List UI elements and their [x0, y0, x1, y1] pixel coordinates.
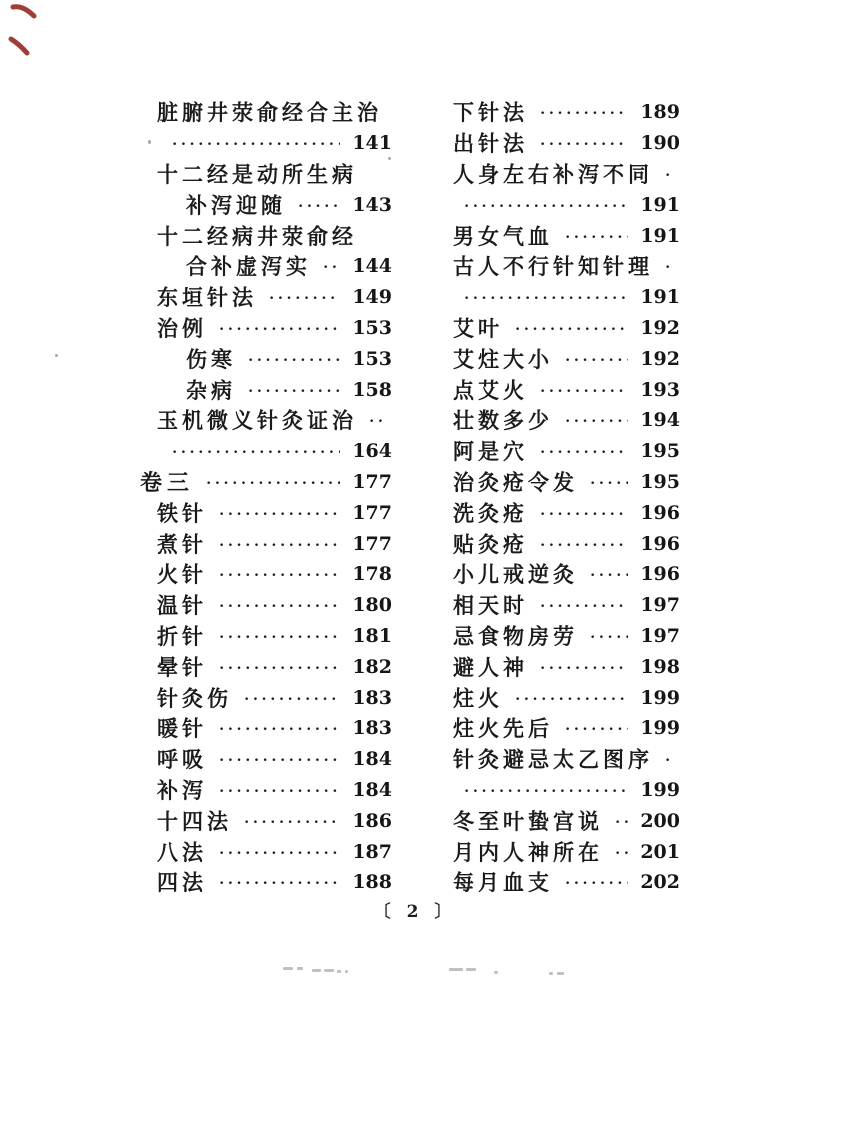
toc-entry-title: 合补虚泻实	[186, 255, 311, 280]
toc-entry-page: 199	[640, 686, 680, 709]
toc-entry-title: 治例	[157, 316, 207, 342]
toc-entry-title: 出针法	[453, 131, 528, 157]
dot-leader	[615, 817, 628, 831]
toc-entry	[140, 251, 392, 282]
dot-leader	[248, 386, 340, 400]
dot-leader	[540, 509, 628, 523]
toc-entry-title: 治灸疮令发	[453, 470, 578, 496]
toc-entry-title: 十四法	[157, 809, 232, 834]
toc-entry	[140, 621, 392, 652]
toc-entry-page: 196	[640, 563, 680, 586]
toc-entry	[140, 744, 392, 775]
toc-entry-page: 143	[352, 193, 392, 216]
toc-entry-title: 补泻迎随	[186, 193, 286, 219]
toc-entry-title: 杂病	[186, 378, 236, 403]
toc-entry-title: 阿是穴	[453, 439, 528, 465]
toc-entry	[452, 867, 680, 898]
dot-leader	[219, 663, 340, 677]
toc-entry-page: 158	[352, 378, 392, 401]
toc-entry	[452, 744, 680, 775]
toc-entry-title: 艾叶	[453, 316, 503, 342]
toc-entry-title: 洗灸疮	[453, 501, 528, 527]
toc-entry	[452, 97, 680, 128]
toc-entry	[452, 220, 680, 251]
dot-leader	[323, 262, 340, 276]
toc-entry-page: 189	[640, 101, 680, 124]
dot-leader	[206, 478, 340, 492]
dot-leader	[298, 201, 340, 215]
toc-entry-page: 191	[640, 193, 680, 216]
toc-entry	[452, 159, 680, 190]
toc-entry-page: 181	[352, 624, 392, 647]
toc-entry-page: 184	[352, 748, 392, 771]
toc-entry	[140, 805, 392, 836]
scan-artifact	[557, 972, 564, 975]
toc-entry-title: 补泻	[157, 778, 207, 804]
dot-leader	[665, 755, 672, 769]
dot-leader	[615, 848, 628, 862]
toc-entry-title: 呼吸	[157, 747, 207, 773]
toc-entry	[140, 528, 392, 559]
toc-entry	[140, 867, 392, 898]
dot-leader	[540, 139, 628, 153]
toc-entry	[452, 775, 680, 806]
toc-entry-title: 相天时	[453, 593, 528, 619]
toc-entry-title: 点艾火	[453, 378, 528, 403]
dot-leader	[540, 386, 628, 400]
toc-entry-title: 温针	[157, 593, 207, 619]
dot-leader	[590, 570, 628, 584]
toc-entry-title: 壮数多少	[453, 409, 553, 434]
toc-entry-title: 月内人神所在	[453, 840, 603, 865]
toc-entry-page: 149	[352, 286, 392, 309]
toc-entry-title: 下针法	[453, 101, 528, 126]
toc-entry-title: 炷火先后	[453, 717, 553, 742]
toc-entry	[452, 651, 680, 682]
scan-artifact	[337, 970, 341, 973]
toc-right-column	[452, 97, 680, 898]
dot-leader	[248, 355, 340, 369]
toc-entry-title: 避人神	[453, 655, 528, 680]
toc-entry-title: 针灸避忌太乙图序	[453, 747, 653, 773]
dot-leader	[219, 540, 340, 554]
dot-leader	[590, 632, 628, 646]
toc-entry-title: 艾炷大小	[453, 347, 553, 373]
toc-entry	[452, 128, 680, 159]
toc-entry	[140, 405, 392, 436]
toc-entry	[452, 590, 680, 621]
toc-entry-page: 193	[640, 378, 680, 401]
toc-entry	[140, 282, 392, 313]
toc-entry-title: 十二经是动所生病	[157, 162, 357, 188]
toc-entry-title: 火针	[157, 563, 207, 588]
toc-entry	[140, 159, 392, 190]
toc-entry	[140, 436, 392, 467]
toc-entry-title: 玉机微义针灸证治	[157, 409, 357, 434]
dot-leader	[540, 540, 628, 554]
dot-leader	[219, 878, 340, 892]
toc-entry-title: 伤寒	[186, 347, 236, 373]
dot-leader	[244, 694, 340, 708]
toc-entry-title: 古人不行针知针理	[453, 255, 653, 280]
toc-entry-page: 164	[352, 440, 392, 463]
dot-leader	[219, 632, 340, 646]
toc-entry-page: 177	[352, 501, 392, 524]
toc-entry	[140, 713, 392, 744]
toc-entry-page: 182	[352, 655, 392, 678]
dot-leader	[244, 817, 340, 831]
toc-entry	[452, 497, 680, 528]
toc-entry-page: 202	[640, 871, 680, 894]
scan-artifact	[549, 972, 553, 975]
red-ink-mark	[8, 0, 48, 62]
toc-entry-page: 141	[352, 132, 392, 155]
toc-entry-page: 144	[352, 255, 392, 278]
toc-entry-page: 191	[640, 286, 680, 309]
toc-entry-page: 196	[640, 532, 680, 555]
toc-entry-page: 183	[352, 717, 392, 740]
toc-entry-page: 153	[352, 316, 392, 339]
toc-entry-page: 192	[640, 347, 680, 370]
toc-entry-page: 195	[640, 440, 680, 463]
toc-entry-page: 199	[640, 717, 680, 740]
dot-leader	[590, 478, 628, 492]
dot-leader	[540, 601, 628, 615]
dot-leader	[219, 509, 340, 523]
toc-entry	[452, 374, 680, 405]
toc-entry-title: 晕针	[157, 655, 207, 680]
toc-entry	[452, 621, 680, 652]
toc-entry-title: 铁针	[157, 501, 207, 527]
toc-entry-page: 198	[640, 655, 680, 678]
toc-entry	[452, 343, 680, 374]
toc-entry	[452, 405, 680, 436]
toc-entry	[452, 713, 680, 744]
toc-entry	[140, 189, 392, 220]
toc-entry	[452, 436, 680, 467]
dot-leader	[515, 324, 628, 338]
scan-artifact	[148, 140, 151, 144]
toc-entry	[140, 343, 392, 374]
dot-leader	[540, 447, 628, 461]
dot-leader	[219, 848, 340, 862]
toc-entry-title: 暖针	[157, 717, 207, 742]
toc-entry-title: 卷三	[140, 470, 195, 496]
toc-entry-title: 冬至叶蛰宫说	[453, 809, 603, 834]
toc-entry-page: 190	[640, 132, 680, 155]
toc-entry-title: 贴灸疮	[453, 532, 528, 557]
toc-entry	[140, 220, 392, 251]
toc-entry-title: 人身左右补泻不同	[453, 162, 653, 188]
toc-entry-page: 178	[352, 563, 392, 586]
toc-entry-page: 195	[640, 470, 680, 493]
toc-entry	[140, 836, 392, 867]
dot-leader	[665, 262, 672, 276]
dot-leader	[565, 724, 628, 738]
dot-leader	[269, 293, 340, 307]
dot-leader	[219, 786, 340, 800]
dot-leader	[540, 108, 628, 122]
dot-leader	[565, 416, 628, 430]
toc-entry	[452, 189, 680, 220]
toc-entry-page: 191	[640, 224, 680, 247]
toc-entry-title: 十二经病井荥俞经	[157, 224, 357, 249]
toc-entry-page: 187	[352, 840, 392, 863]
dot-leader	[369, 416, 384, 430]
toc-entry	[140, 775, 392, 806]
toc-entry-title: 小儿戒逆灸	[453, 563, 578, 588]
toc-left-column	[140, 97, 392, 898]
toc-entry	[452, 528, 680, 559]
toc-entry	[140, 590, 392, 621]
toc-entry	[452, 251, 680, 282]
toc-entry	[140, 313, 392, 344]
toc-entry-page: 184	[352, 778, 392, 801]
toc-entry-page: 197	[640, 624, 680, 647]
dot-leader	[464, 786, 628, 800]
page-number-footer: 〔 2 〕	[373, 902, 457, 922]
toc-entry-title: 每月血支	[453, 871, 553, 896]
toc-entry-page: 197	[640, 594, 680, 617]
dot-leader	[219, 755, 340, 769]
dot-leader	[540, 663, 628, 677]
scan-artifact	[283, 967, 293, 970]
scan-artifact	[55, 354, 58, 357]
scan-artifact	[449, 968, 463, 971]
scan-artifact	[345, 970, 348, 973]
dot-leader	[565, 878, 628, 892]
toc-entry-page: 196	[640, 501, 680, 524]
toc-entry-page: 153	[352, 347, 392, 370]
toc-entry-page: 194	[640, 409, 680, 432]
dot-leader	[464, 293, 628, 307]
toc-entry	[452, 467, 680, 498]
toc-entry-page: 201	[640, 840, 680, 863]
dot-leader	[369, 232, 384, 246]
toc-entry-page: 192	[640, 316, 680, 339]
toc-entry-page: 183	[352, 686, 392, 709]
dot-leader	[565, 355, 628, 369]
scan-artifact	[324, 969, 334, 972]
toc-entry	[140, 97, 392, 128]
toc-entry	[140, 374, 392, 405]
toc-entry-title: 八法	[157, 840, 207, 865]
dot-leader	[219, 570, 340, 584]
scan-artifact	[297, 967, 303, 970]
toc-entry	[140, 682, 392, 713]
dot-leader	[464, 201, 628, 215]
scan-artifact	[312, 969, 321, 972]
toc-entry-title: 炷火	[453, 686, 503, 711]
toc-entry	[140, 651, 392, 682]
scan-artifact	[466, 968, 476, 971]
dot-leader	[369, 170, 384, 184]
toc-entry-page: 180	[352, 594, 392, 617]
toc-entry-page: 177	[352, 532, 392, 555]
toc-entry-title: 脏腑井荥俞经合主治	[157, 101, 382, 126]
scan-artifact	[388, 157, 391, 160]
toc-entry-page: 177	[352, 470, 392, 493]
toc-entry	[140, 128, 392, 159]
toc-entry	[452, 282, 680, 313]
toc-entry-title: 男女气血	[453, 224, 553, 249]
dot-leader	[172, 447, 340, 461]
dot-leader	[565, 232, 628, 246]
toc-entry	[140, 497, 392, 528]
toc-entry	[452, 682, 680, 713]
toc-entry-page: 188	[352, 871, 392, 894]
dot-leader	[219, 724, 340, 738]
toc-entry-title: 折针	[157, 624, 207, 650]
toc-entry-page: 186	[352, 809, 392, 832]
dot-leader	[665, 170, 672, 184]
scan-artifact	[494, 971, 498, 974]
toc-entry	[140, 467, 392, 498]
toc-entry-page: 200	[640, 809, 680, 832]
toc-entry-title: 忌食物房劳	[453, 624, 578, 650]
toc-entry	[452, 559, 680, 590]
dot-leader	[172, 139, 340, 153]
toc-entry-title: 东垣针法	[157, 285, 257, 311]
toc-entry-title: 四法	[157, 871, 207, 896]
toc-entry	[452, 313, 680, 344]
toc-entry	[452, 805, 680, 836]
toc-entry	[452, 836, 680, 867]
dot-leader	[515, 694, 628, 708]
toc-entry-title: 煮针	[157, 532, 207, 557]
toc-entry-title: 针灸伤	[157, 686, 232, 711]
dot-leader	[219, 324, 340, 338]
toc-entry-page: 199	[640, 778, 680, 801]
dot-leader	[219, 601, 340, 615]
toc-entry	[140, 559, 392, 590]
